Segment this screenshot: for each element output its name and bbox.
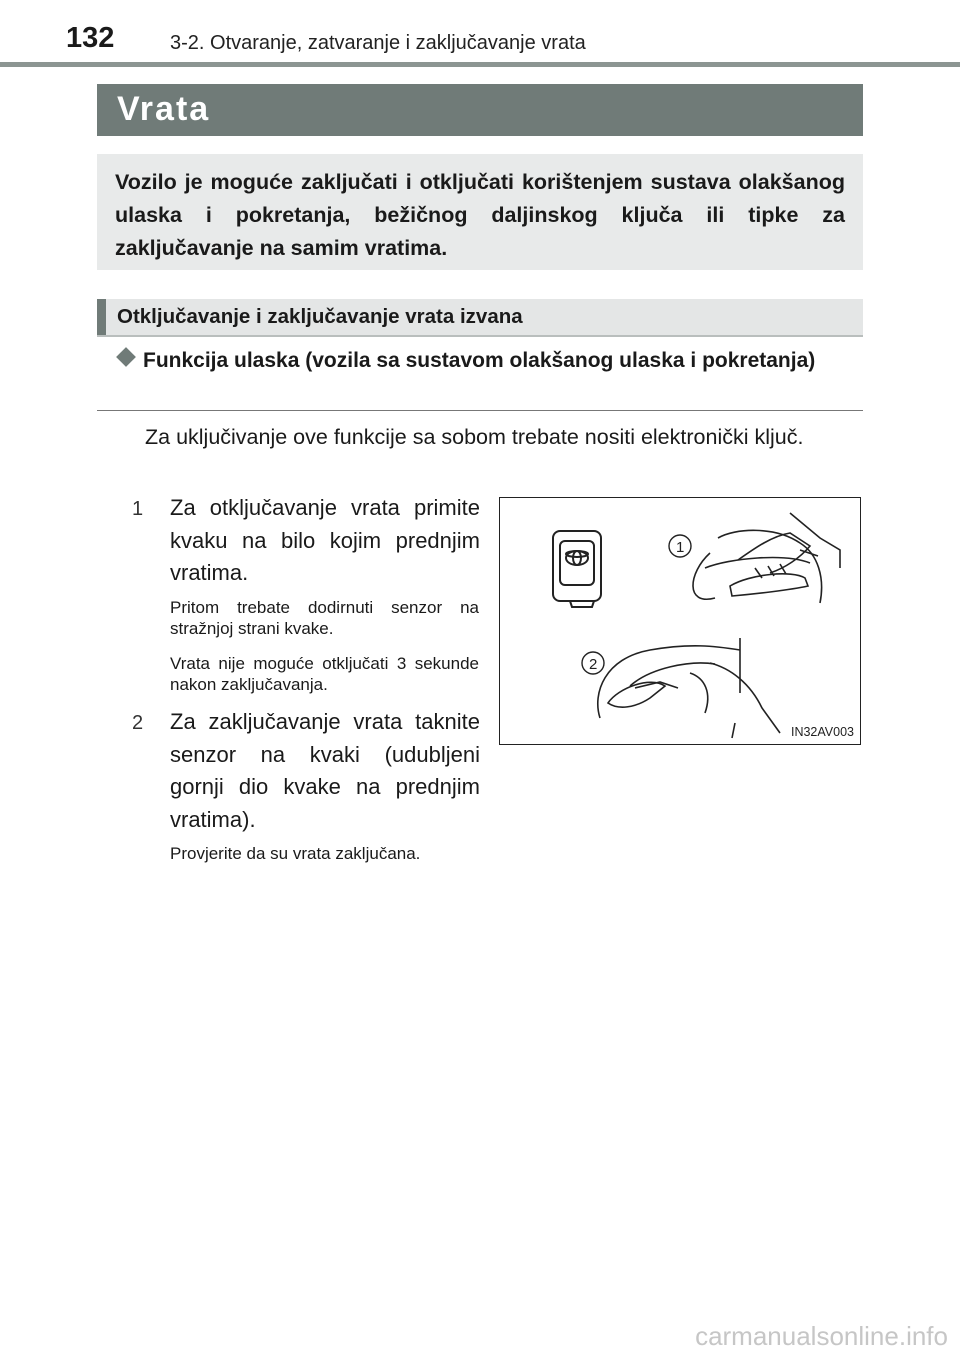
step-text: Za zaključavanje vrata taknite senzor na kvaki (udubljeni gornji dio kvake na prednjim vratima). <box>170 709 480 832</box>
page-number: 132 <box>66 22 115 54</box>
step-2-note-1: Provjerite da su vrata zaključana. <box>170 844 421 863</box>
section-accent <box>97 299 106 335</box>
illustration-drawing <box>500 498 862 746</box>
step-text: Za otključavanje vrata primite kvaku na bilo kojim prednjim vratima. <box>170 495 480 585</box>
step-number: 1 <box>132 498 144 520</box>
running-head: 3-2. Otvaranje, zatvaranje i zaključavanje vrata <box>170 32 586 54</box>
subsection-title: Funkcija ulaska (vozila sa sustavom olakšanog ulaska i pokretanja) <box>143 349 816 372</box>
handle-grip-illustration <box>693 513 840 603</box>
page-title: Vrata <box>117 90 211 128</box>
subsection-body: Za uključivanje ove funkcije sa sobom trebate nositi elektronički ključ. <box>145 425 804 449</box>
step-1-note-2: Vrata nije moguće otključati 3 sekunde nakon zaključavanja. <box>170 654 479 694</box>
header-rule <box>0 62 960 67</box>
watermark: carmanualsonline.info <box>695 1321 948 1351</box>
step-1-note-1: Pritom trebate dodirnuti senzor na stražnjoj strani kvake. <box>170 598 479 638</box>
door-handle-illustration <box>499 497 861 745</box>
diamond-bullet-icon <box>116 347 136 367</box>
subsection-rule <box>97 410 863 411</box>
callout-1-label: 1 <box>676 539 685 556</box>
step-number: 2 <box>132 712 144 734</box>
smart-key-icon <box>553 531 601 607</box>
section-heading <box>97 299 863 337</box>
section-title: Otključavanje i zaključavanje vrata izvana <box>117 305 523 328</box>
title-bar <box>97 84 863 136</box>
figure-code: IN32AV003 <box>790 725 854 739</box>
intro-box <box>97 154 863 270</box>
handle-touch-illustration <box>598 638 780 738</box>
callout-2-label: 2 <box>589 656 598 673</box>
intro-text: Vozilo je moguće zaključati i otključati korištenjem sustava olakšanog ulaska i pokretanja, bežičnog daljinskog ključa ili tipke za zaključavanje na samim vratima. <box>115 170 845 260</box>
